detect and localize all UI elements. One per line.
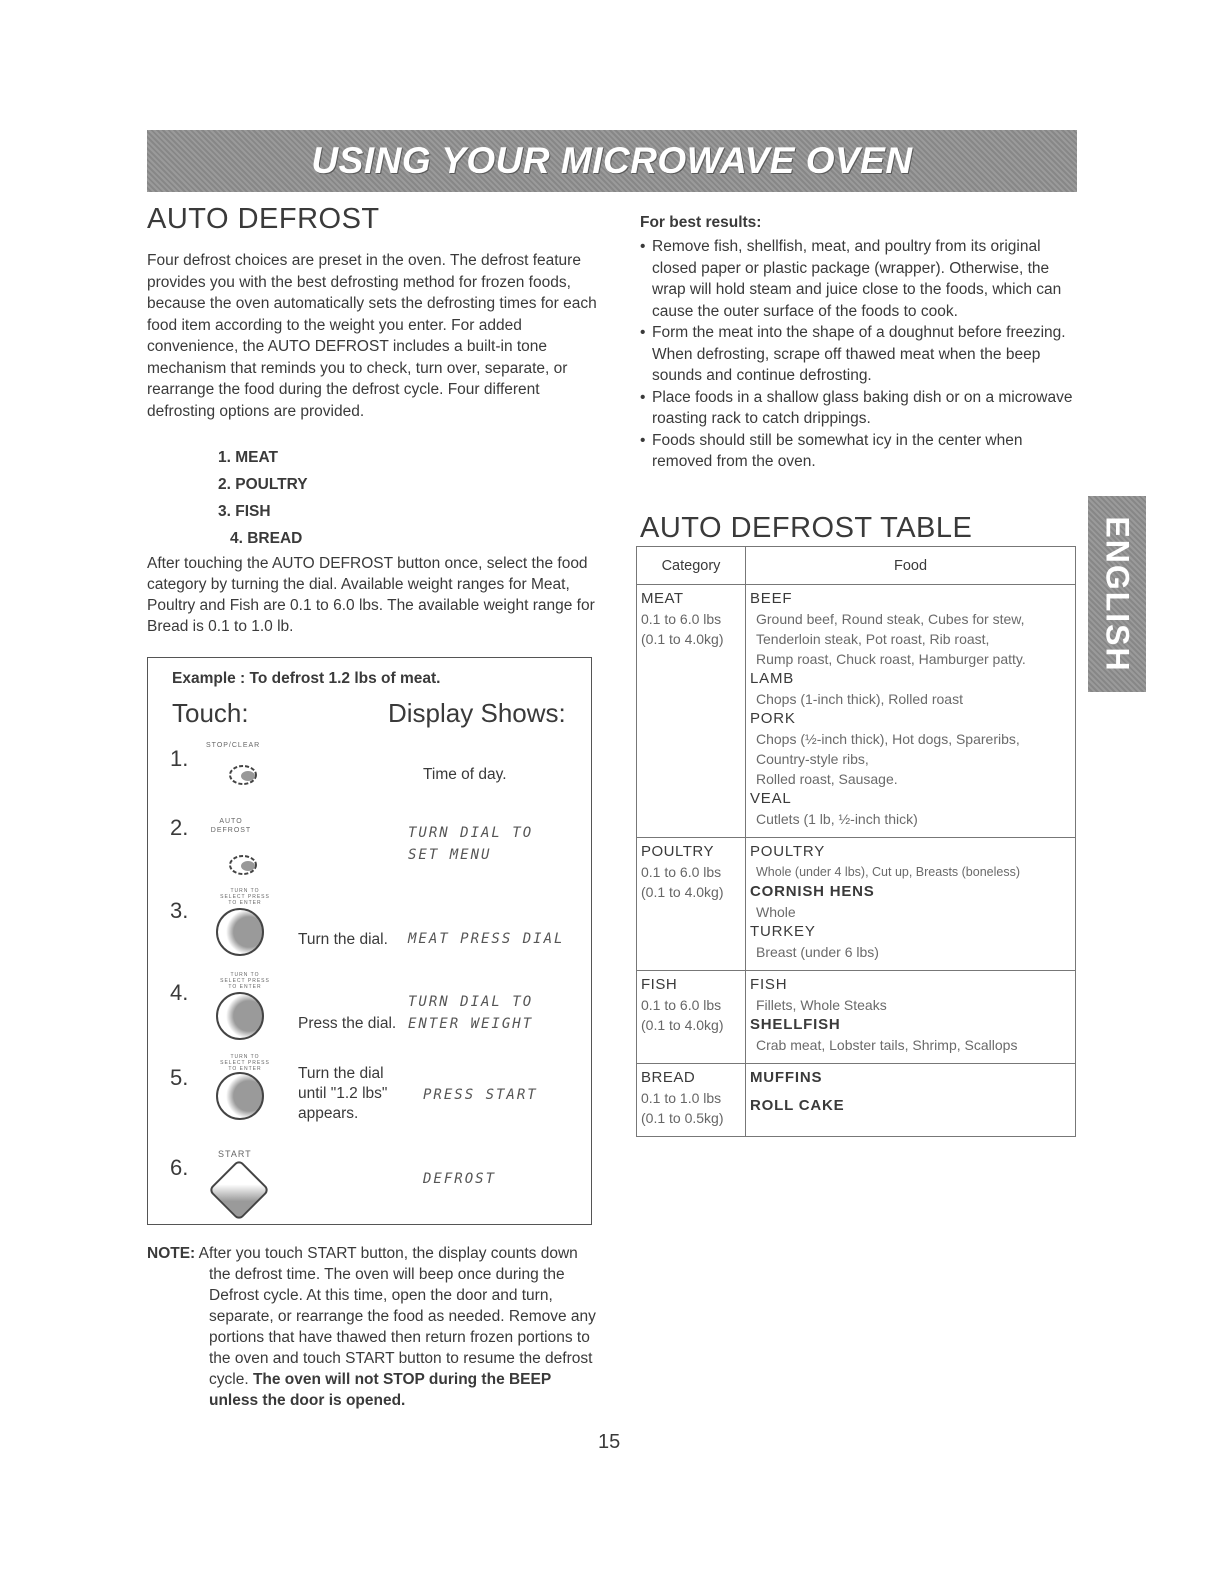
food-items (750, 809, 1071, 829)
food-items (750, 729, 1071, 789)
food-items (750, 862, 1071, 882)
note-body (147, 1243, 597, 1411)
food-group-name: POULTRY (750, 843, 826, 860)
dial-icon (216, 1072, 264, 1120)
food-item: Crab meat, Lobster tails, Shrimp, Scallops (756, 1037, 1018, 1053)
note-text: After you touch START button, the display counts down the defrost time. The oven will beep once during the Defrost cycle. At this time, open the door and turn, separate, or rearrange the food as needed. Remove any portions that have thawed then return frozen portions to the oven and touch START button to resume the defrost cycle. (198, 1245, 596, 1388)
step-number: 6. (170, 1155, 189, 1180)
banner-title: USING YOUR MICROWAVE OVEN (311, 140, 913, 181)
food-group-name: LAMB (750, 670, 795, 687)
display-meat-press-dial: MEAT PRESS DIAL (408, 931, 565, 947)
example-box (147, 657, 592, 1225)
category-range-kg: (0.1 to 4.0kg) (641, 631, 724, 647)
food-group-name: FISH (750, 976, 788, 993)
food-group-name: TURKEY (750, 923, 816, 940)
food-item: Rump roast, Chuck roast, Hamburger patty. (756, 651, 1026, 667)
table-row (637, 971, 1076, 1064)
display-press-start: PRESS START (423, 1087, 538, 1103)
defrost-table-heading: AUTO DEFROST TABLE (640, 512, 973, 544)
language-tab (1088, 496, 1146, 692)
step-action: Press the dial. (298, 1015, 397, 1032)
food-cell (746, 971, 1076, 1064)
stop-clear-button-icon (226, 756, 260, 790)
note-label: NOTE: (147, 1245, 196, 1262)
defrost-option: 3. FISH (218, 503, 271, 520)
food-item: Breast (under 6 lbs) (756, 944, 879, 960)
table-row (637, 585, 1076, 838)
page-number: 15 (598, 1431, 621, 1453)
display-turn-dial-enter-weight: TURN DIAL TO ENTER WEIGHT (408, 994, 534, 1032)
best-results-list (640, 236, 1080, 473)
best-results-item: • Remove fish, shellfish, meat, and poultry from its original closed paper or plastic package (wrapper). Otherwise, the wrap will hold steam and juice close to the foods, which can cause the outer surface of the foods to cook. (640, 236, 1080, 322)
defrost-option: 1. MEAT (218, 449, 278, 466)
auto-defrost-instructions: After touching the AUTO DEFROST button once, select the food category by turning the dial. Available weight ranges for Meat, Poultry and Fish are 0.1 to 6.0 lbs. The available weight range for Bread is 0.1 to 1.0 lb. (147, 555, 595, 635)
food-item: Tenderloin steak, Pot roast, Rib roast, (756, 631, 990, 647)
step-number: 3. (170, 898, 189, 923)
table-row (637, 1064, 1076, 1137)
defrost-option: 4. BREAD (230, 530, 303, 547)
display-turn-dial-set-menu: TURN DIAL TO SET MENU (408, 825, 534, 863)
food-group-name: PORK (750, 710, 796, 727)
col-header-category: Category (637, 547, 746, 585)
food-group-name: SHELLFISH (750, 1016, 841, 1033)
category-cell (637, 838, 746, 971)
category-range: 0.1 to 6.0 lbs (641, 611, 722, 627)
category-range-kg: (0.1 to 4.0kg) (641, 1017, 724, 1033)
food-cell (746, 585, 1076, 838)
food-item: Whole (756, 904, 796, 920)
page-banner (147, 130, 1077, 192)
step-number: 4. (170, 980, 189, 1005)
food-group-name: ROLL CAKE (750, 1097, 845, 1114)
best-results-item: • Place foods in a shallow glass baking dish or on a microwave roasting rack to catch drippings. (640, 387, 1080, 430)
auto-defrost-label: AUTO DEFROST (210, 818, 252, 834)
food-cell (746, 838, 1076, 971)
food-item: Whole (under 4 lbs), Cut up, Breasts (boneless) (756, 865, 1021, 879)
category-name: MEAT (641, 590, 684, 607)
display-defrost: DEFROST (423, 1171, 497, 1187)
food-items (750, 689, 1071, 709)
stop-clear-label: STOP/CLEAR (206, 742, 261, 749)
note-block (147, 1243, 597, 1411)
food-group-name: BEEF (750, 590, 793, 607)
food-item: Country-style ribs, (756, 751, 869, 767)
food-group-name: CORNISH HENS (750, 883, 875, 900)
category-range: 0.1 to 6.0 lbs (641, 864, 722, 880)
category-range: 0.1 to 6.0 lbs (641, 997, 722, 1013)
category-name: POULTRY (641, 843, 714, 860)
table-row (637, 838, 1076, 971)
category-range-kg: (0.1 to 0.5kg) (641, 1110, 724, 1126)
food-items (750, 995, 1071, 1015)
food-items (750, 609, 1071, 669)
step-action: Turn the dial. (298, 931, 388, 948)
display-header: Display Shows: (388, 698, 566, 728)
language-tab-label: ENGLISH (1099, 515, 1136, 673)
example-title: Example : To defrost 1.2 lbs of meat. (172, 670, 441, 687)
defrost-option: 2. POULTRY (218, 476, 308, 493)
dial-label: TURN TO SELECT PRESS TO ENTER (220, 888, 270, 906)
food-item: Cutlets (1 lb, ½-inch thick) (756, 811, 918, 827)
dial-icon (216, 992, 264, 1040)
col-header-food: Food (746, 547, 1076, 585)
defrost-options-list (218, 449, 308, 557)
food-group-name: VEAL (750, 790, 792, 807)
auto-defrost-heading: AUTO DEFROST (147, 203, 380, 235)
food-item: Chops (½-inch thick), Hot dogs, Spareribs, (756, 731, 1020, 747)
category-range-kg: (0.1 to 4.0kg) (641, 884, 724, 900)
category-cell (637, 585, 746, 838)
category-range: 0.1 to 1.0 lbs (641, 1090, 722, 1106)
food-item: Chops (1-inch thick), Rolled roast (756, 691, 963, 707)
dial-label: TURN TO SELECT PRESS TO ENTER (220, 972, 270, 990)
best-results-item: • Form the meat into the shape of a doughnut before freezing. When defrosting, scrape off thawed meat when the beep sounds and continue defrosting. (640, 322, 1080, 387)
auto-defrost-intro: Four defrost choices are preset in the oven. The defrost feature provides you with the best defrosting method for frozen foods, because the oven automatically sets the defrosting times for each food item according to the weight you enter. For added convenience, the AUTO DEFROST includes a built-in tone mechanism that reminds you to check, turn over, separate, or rearrange the food during the defrost cycle. Four different defrosting options are provided. (147, 252, 597, 420)
category-name: FISH (641, 976, 678, 993)
start-label: START (218, 1149, 252, 1159)
defrost-table (636, 546, 1076, 1137)
category-cell (637, 971, 746, 1064)
dial-label: TURN TO SELECT PRESS TO ENTER (220, 1054, 270, 1072)
food-group-name: MUFFINS (750, 1069, 823, 1086)
food-items (750, 1035, 1071, 1055)
food-item: Ground beef, Round steak, Cubes for stew, (756, 611, 1025, 627)
step-number: 5. (170, 1065, 189, 1090)
auto-defrost-button-icon (226, 846, 260, 880)
food-items (750, 942, 1071, 962)
best-results-title: For best results: (640, 214, 762, 231)
food-cell (746, 1064, 1076, 1137)
food-item: Fillets, Whole Steaks (756, 997, 887, 1013)
best-results-item: • Foods should still be somewhat icy in the center when removed from the oven. (640, 430, 1080, 473)
step-number: 1. (170, 746, 189, 771)
food-items (750, 902, 1071, 922)
display-time-of-day: Time of day. (423, 766, 507, 783)
category-cell (637, 1064, 746, 1137)
touch-header: Touch: (172, 698, 249, 728)
step-action: Turn the dial until "1.2 lbs" appears. (298, 1065, 388, 1122)
dial-icon (216, 908, 264, 956)
step-number: 2. (170, 815, 189, 840)
category-name: BREAD (641, 1069, 696, 1086)
note-bold-text: The oven will not STOP during the BEEP unless the door is opened. (209, 1371, 551, 1409)
food-item: Rolled roast, Sausage. (756, 771, 898, 787)
start-button-icon (208, 1159, 270, 1221)
